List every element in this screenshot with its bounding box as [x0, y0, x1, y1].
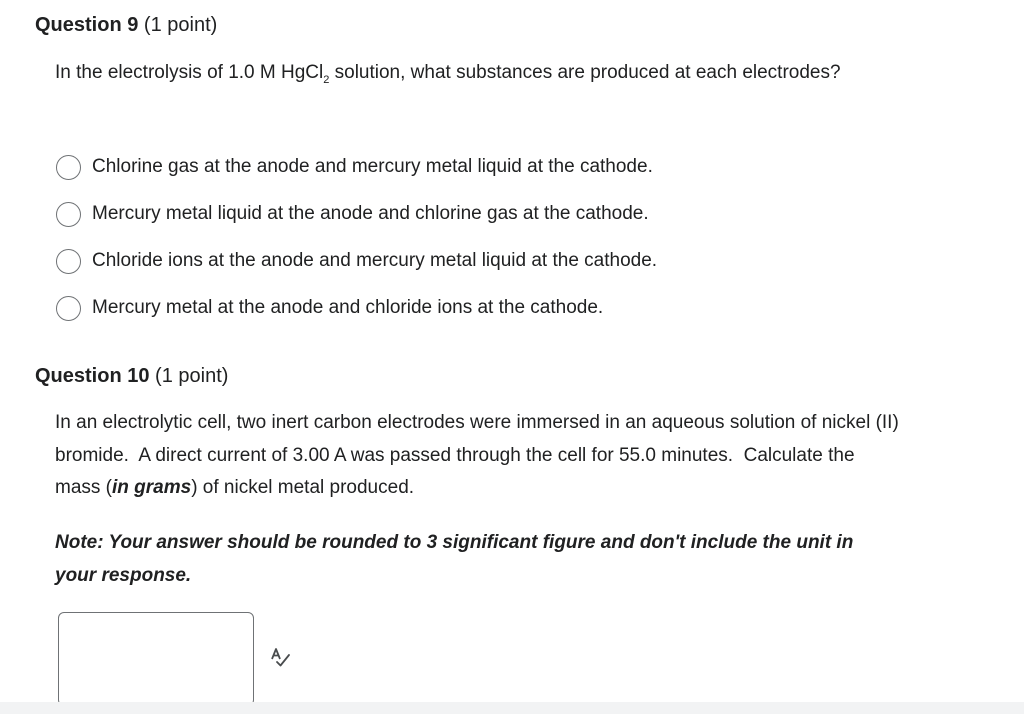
spellcheck-icon[interactable] [270, 646, 292, 670]
stem-text: In the electrolysis of 1.0 M HgCl [55, 62, 324, 83]
option-1[interactable] [56, 152, 653, 182]
radio-button[interactable] [56, 155, 81, 180]
radio-button[interactable] [56, 202, 81, 227]
answer-note: Note: Your answer should be rounded to 3 significant figure and don't include the unit in your response. [55, 532, 854, 586]
answer-input[interactable] [58, 612, 254, 706]
question-title: Question 9 [35, 14, 139, 36]
stem-emphasis: in grams [112, 477, 192, 498]
question-9-header [35, 14, 217, 37]
stem-text: solution, what substances are produced at each electrodes? [329, 62, 841, 83]
question-9-stem [55, 57, 935, 96]
option-label: Mercury metal liquid at the anode and chlorine gas at the cathode. [92, 203, 649, 224]
stem-text: ) of nickel metal produced. [191, 477, 415, 498]
subscript: 2 [323, 73, 330, 86]
footer-bar [0, 702, 1024, 714]
option-label: Chloride ions at the anode and mercury metal liquid at the cathode. [92, 250, 658, 271]
radio-button[interactable] [56, 296, 81, 321]
question-title: Question 10 [35, 365, 150, 387]
question-10-header [35, 365, 228, 388]
option-label: Chlorine gas at the anode and mercury metal liquid at the cathode. [92, 156, 653, 177]
option-4[interactable] [56, 293, 603, 323]
question-points: (1 point) [155, 365, 229, 387]
stem-text: In an electrolytic cell, two inert carbon electrodes were immersed in an aqueous solution of nickel (II) bromide. A direct current of 3.00 A was passed through the cell for 55.0 minutes. Calculate the mass ( [55, 412, 905, 498]
option-3[interactable] [56, 246, 657, 276]
question-points: (1 point) [143, 14, 218, 36]
radio-button[interactable] [56, 249, 81, 274]
question-10-stem [55, 407, 905, 505]
option-2[interactable] [56, 199, 649, 229]
option-label: Mercury metal at the anode and chloride ions at the cathode. [92, 297, 604, 318]
